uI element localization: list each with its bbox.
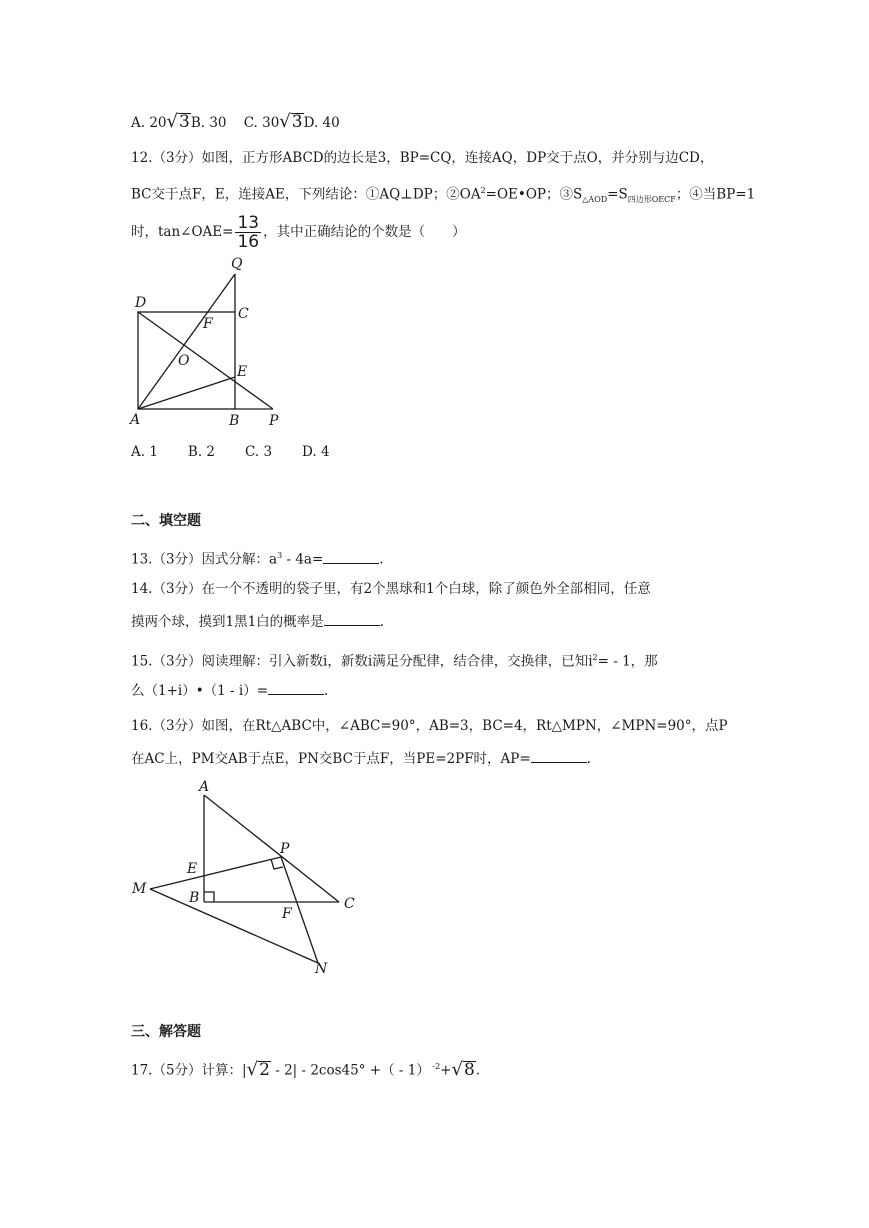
q12-line3: 时，tan∠OAE= $\frac{13}{16}$ ，其中正确结论的个数是（ ）: [131, 213, 466, 252]
label-a: A: [199, 779, 210, 795]
right-angle-p: [271, 859, 283, 869]
label-p: P: [269, 413, 279, 429]
section-solve-title: 三、解答题: [131, 1024, 201, 1040]
q11-options: [131, 112, 340, 133]
label-n: N: [315, 961, 328, 977]
label-f: F: [282, 906, 292, 922]
label-d: D: [135, 295, 147, 311]
q15-line2: 么（1+i）•（1 - i）= .: [131, 683, 329, 699]
q11-option-a: A. 20√3: [131, 111, 190, 132]
answer-blank: [268, 682, 324, 695]
answer-blank: [531, 750, 587, 763]
label-b: B: [189, 890, 200, 906]
q16-triangle-figure: [125, 775, 365, 980]
label-f: F: [203, 316, 213, 332]
label-q: Q: [231, 256, 243, 272]
segment-ac: [204, 795, 339, 902]
label-c: C: [344, 896, 355, 912]
q12-options: [131, 442, 360, 462]
q12-option-d: D. 4: [302, 444, 330, 460]
q12-option-c: C. 3: [245, 444, 273, 460]
answer-blank: [323, 551, 379, 564]
label-c: C: [238, 306, 249, 322]
label-o: O: [178, 353, 190, 369]
q16-line2: 在AC上，PM交AB于点E，PN交BC于点F，当PE=2PF时，AP= .: [131, 751, 592, 767]
q16-line1: 16.（3分）如图，在Rt△ABC中，∠ABC=90°，AB=3，BC=4，Rt△MPN，∠MPN=90°，点P: [131, 718, 728, 734]
q14-line1: 14.（3分）在一个不透明的袋子里，有2个黑球和1个白球，除了颜色外全部相同，任意: [131, 581, 651, 597]
answer-blank: [324, 613, 380, 626]
label-e: E: [187, 861, 198, 877]
segment-mn: [150, 889, 318, 963]
label-b: B: [229, 413, 240, 429]
right-angle-b: [204, 892, 214, 902]
segment-mp: [150, 857, 281, 889]
q12-option-b: B. 2: [187, 444, 216, 460]
q14-line2: 摸两个球，摸到1黑1白的概率是 .: [131, 614, 384, 630]
q17: 17.（5分）计算：|√2 - 2| - 2cos45° +（ - 1） $^{-2}$+√8.: [131, 1058, 481, 1080]
section-fill-in-title: 二、填空题: [131, 513, 201, 529]
q13: 13.（3分）因式分解：$a^3 - 4a=$ .: [131, 551, 384, 568]
q12-line2: BC交于点F，E，连接AE，下列结论：①AQ⊥DP；$②OA^2=OE•OP$；$③S_{\triangle AOD}=S_{四边形OECF}$；④当BP=1: [131, 186, 756, 205]
q15-line1: 15.（3分）阅读理解：引入新数i，新数i满足分配律，结合律，交换律，已知$i^2= - 1$，那: [131, 653, 658, 670]
q12-option-a: A. 1: [131, 444, 158, 460]
q11-option-b: B. 30: [190, 115, 227, 131]
label-e: E: [237, 364, 248, 380]
segment-ae: [138, 377, 235, 409]
q11-option-d: D. 40: [303, 115, 340, 131]
q12-square-figure: [125, 250, 295, 435]
q11-option-c: C. 30√3: [243, 111, 303, 132]
fraction: $\frac{13}{16}$: [237, 213, 260, 252]
q12-line1: 12.（3分）如图，正方形ABCD的边长是3，BP=CQ，连接AQ，DP交于点O，并分别与边CD，: [131, 150, 714, 166]
segment-aq: [138, 274, 235, 409]
label-a: A: [130, 412, 141, 428]
label-p: P: [280, 841, 290, 857]
label-m: M: [132, 881, 147, 897]
